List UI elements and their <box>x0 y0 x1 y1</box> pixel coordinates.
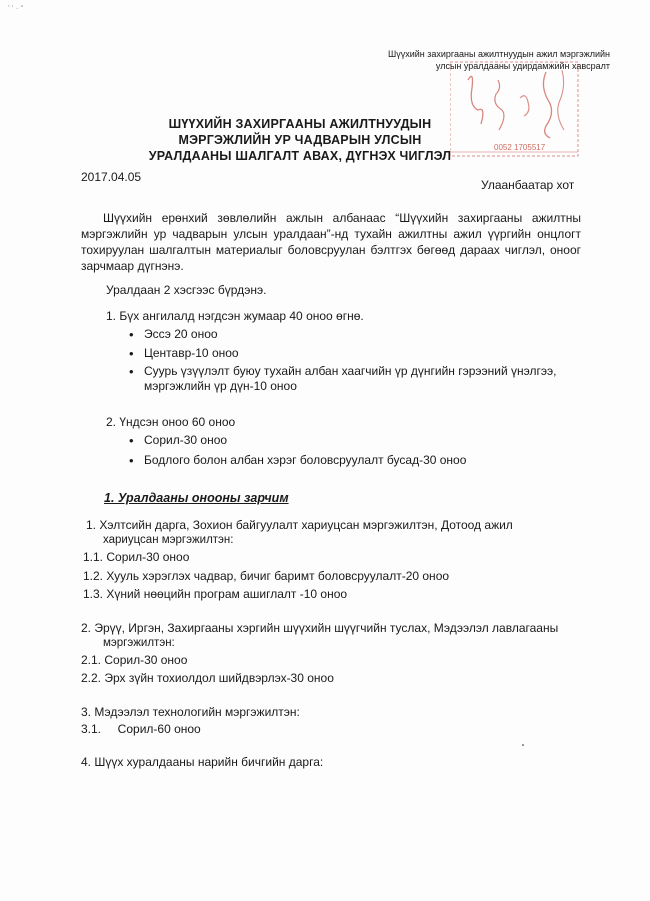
group3-line-1: 3. Мэдээлэл технологийн мэргэжилтэн: <box>81 705 300 719</box>
group2-item: 2.1. Сорил-30 оноо <box>81 653 188 667</box>
title-line-1: ШҮҮХИЙН ЗАХИРГААНЫ АЖИЛТНУУДЫН <box>168 117 432 131</box>
part1-heading: 1. Бүх ангилалд нэгдсэн жумаар 40 оноо өгнө. <box>106 309 364 323</box>
group1-item: 1.2. Хууль хэрэглэх чадвар, бичиг баримт боловсруулалт-20 оноо <box>83 569 450 583</box>
group1-item: 1.3. Хүний нөөцийн програм ашиглалт -10 оноо <box>83 587 348 601</box>
group3-item: 3.1. Сорил-60 оноо <box>81 722 201 736</box>
part2-heading: 2. Үндсэн оноо 60 оноо <box>106 415 236 429</box>
stamp-number: 0052 1705517 <box>494 143 546 152</box>
part1-item: • Эссэ 20 оноо <box>144 327 218 342</box>
group2-item: 2.2. Эрх зүйн тохиолдол шийдвэрлэх-30 оноо <box>81 671 334 685</box>
section-heading: 1. Уралдааны онооны зарчим <box>104 491 289 505</box>
title-line-2: МЭРГЭЖЛИЙН УР ЧАДВАРЫН УЛСЫН <box>178 133 422 147</box>
group1-line-1: 1. Хэлтсийн дарга, Зохион байгуулалт хариуцсан мэргэжилтэн, Дотоод ажил <box>86 518 513 532</box>
annex-note <box>330 48 610 72</box>
scan-speck <box>522 744 524 746</box>
part1-item: • Суурь үзүүлэлт буюу тухайн албан хаагчийн үр дүнгийн гэрээний үнэлгээ, <box>144 364 557 379</box>
title-line-3: УРАЛДААНЫ ШАЛГАЛТ АВАХ, ДҮГНЭХ ЧИГЛЭЛ <box>148 149 452 163</box>
annex-line-1: Шүүхийн захиргааны ажилтнуудын ажил мэргэжлийн <box>387 49 610 59</box>
scan-mark: ’ ‘ · “ <box>8 4 24 13</box>
group2-line-2: мэргэжилтэн: <box>103 637 175 649</box>
document-title <box>130 116 470 164</box>
document-place: Улаанбаатар хот <box>481 178 575 192</box>
group2-line-1: 2. Эрүү, Иргэн, Захиргааны хэргийн шүүхийн шүүгчийн туслах, Мэдээлэл лавлагааны <box>81 621 559 635</box>
parts-line: Уралдаан 2 хэсгээс бүрдэнэ. <box>106 283 267 297</box>
part2-item: • Бодлого болон албан хэрэг боловсруулалт бусад-30 оноо <box>144 453 466 468</box>
group4-line-1: 4. Шүүх хуралдааны нарийн бичгийн дарга: <box>81 755 324 769</box>
intro-paragraph: Шүүхийн ерөнхий зөвлөлийн ажлын албанаас “Шүүхийн захиргааны ажилтны мэргэжлийн ур чадварын улсын уралдаан”-нд тухайн ажилтны ажил үүргийн онцлогт тохируулан шалгалтын материалыг боловсруулан бэлтгэх бөгөөд дараах чиглэл, оноог зарчмаар дүгнэнэ. <box>81 211 581 273</box>
part2-item: • Сорил-30 оноо <box>144 433 227 448</box>
part1-item: • Центавр-10 оноо <box>144 346 239 361</box>
document-date: 2017.04.05 <box>81 170 142 184</box>
part1-item-continued: мэргэжлийн үр дүн-10 оноо <box>144 379 297 393</box>
annex-line-2: улсын уралдааны удирдамжийн хавсралт <box>435 61 610 71</box>
group1-line-2: хариуцсан мэргэжилтэн: <box>103 534 234 546</box>
group1-item: 1.1. Сорил-30 оноо <box>83 550 190 564</box>
